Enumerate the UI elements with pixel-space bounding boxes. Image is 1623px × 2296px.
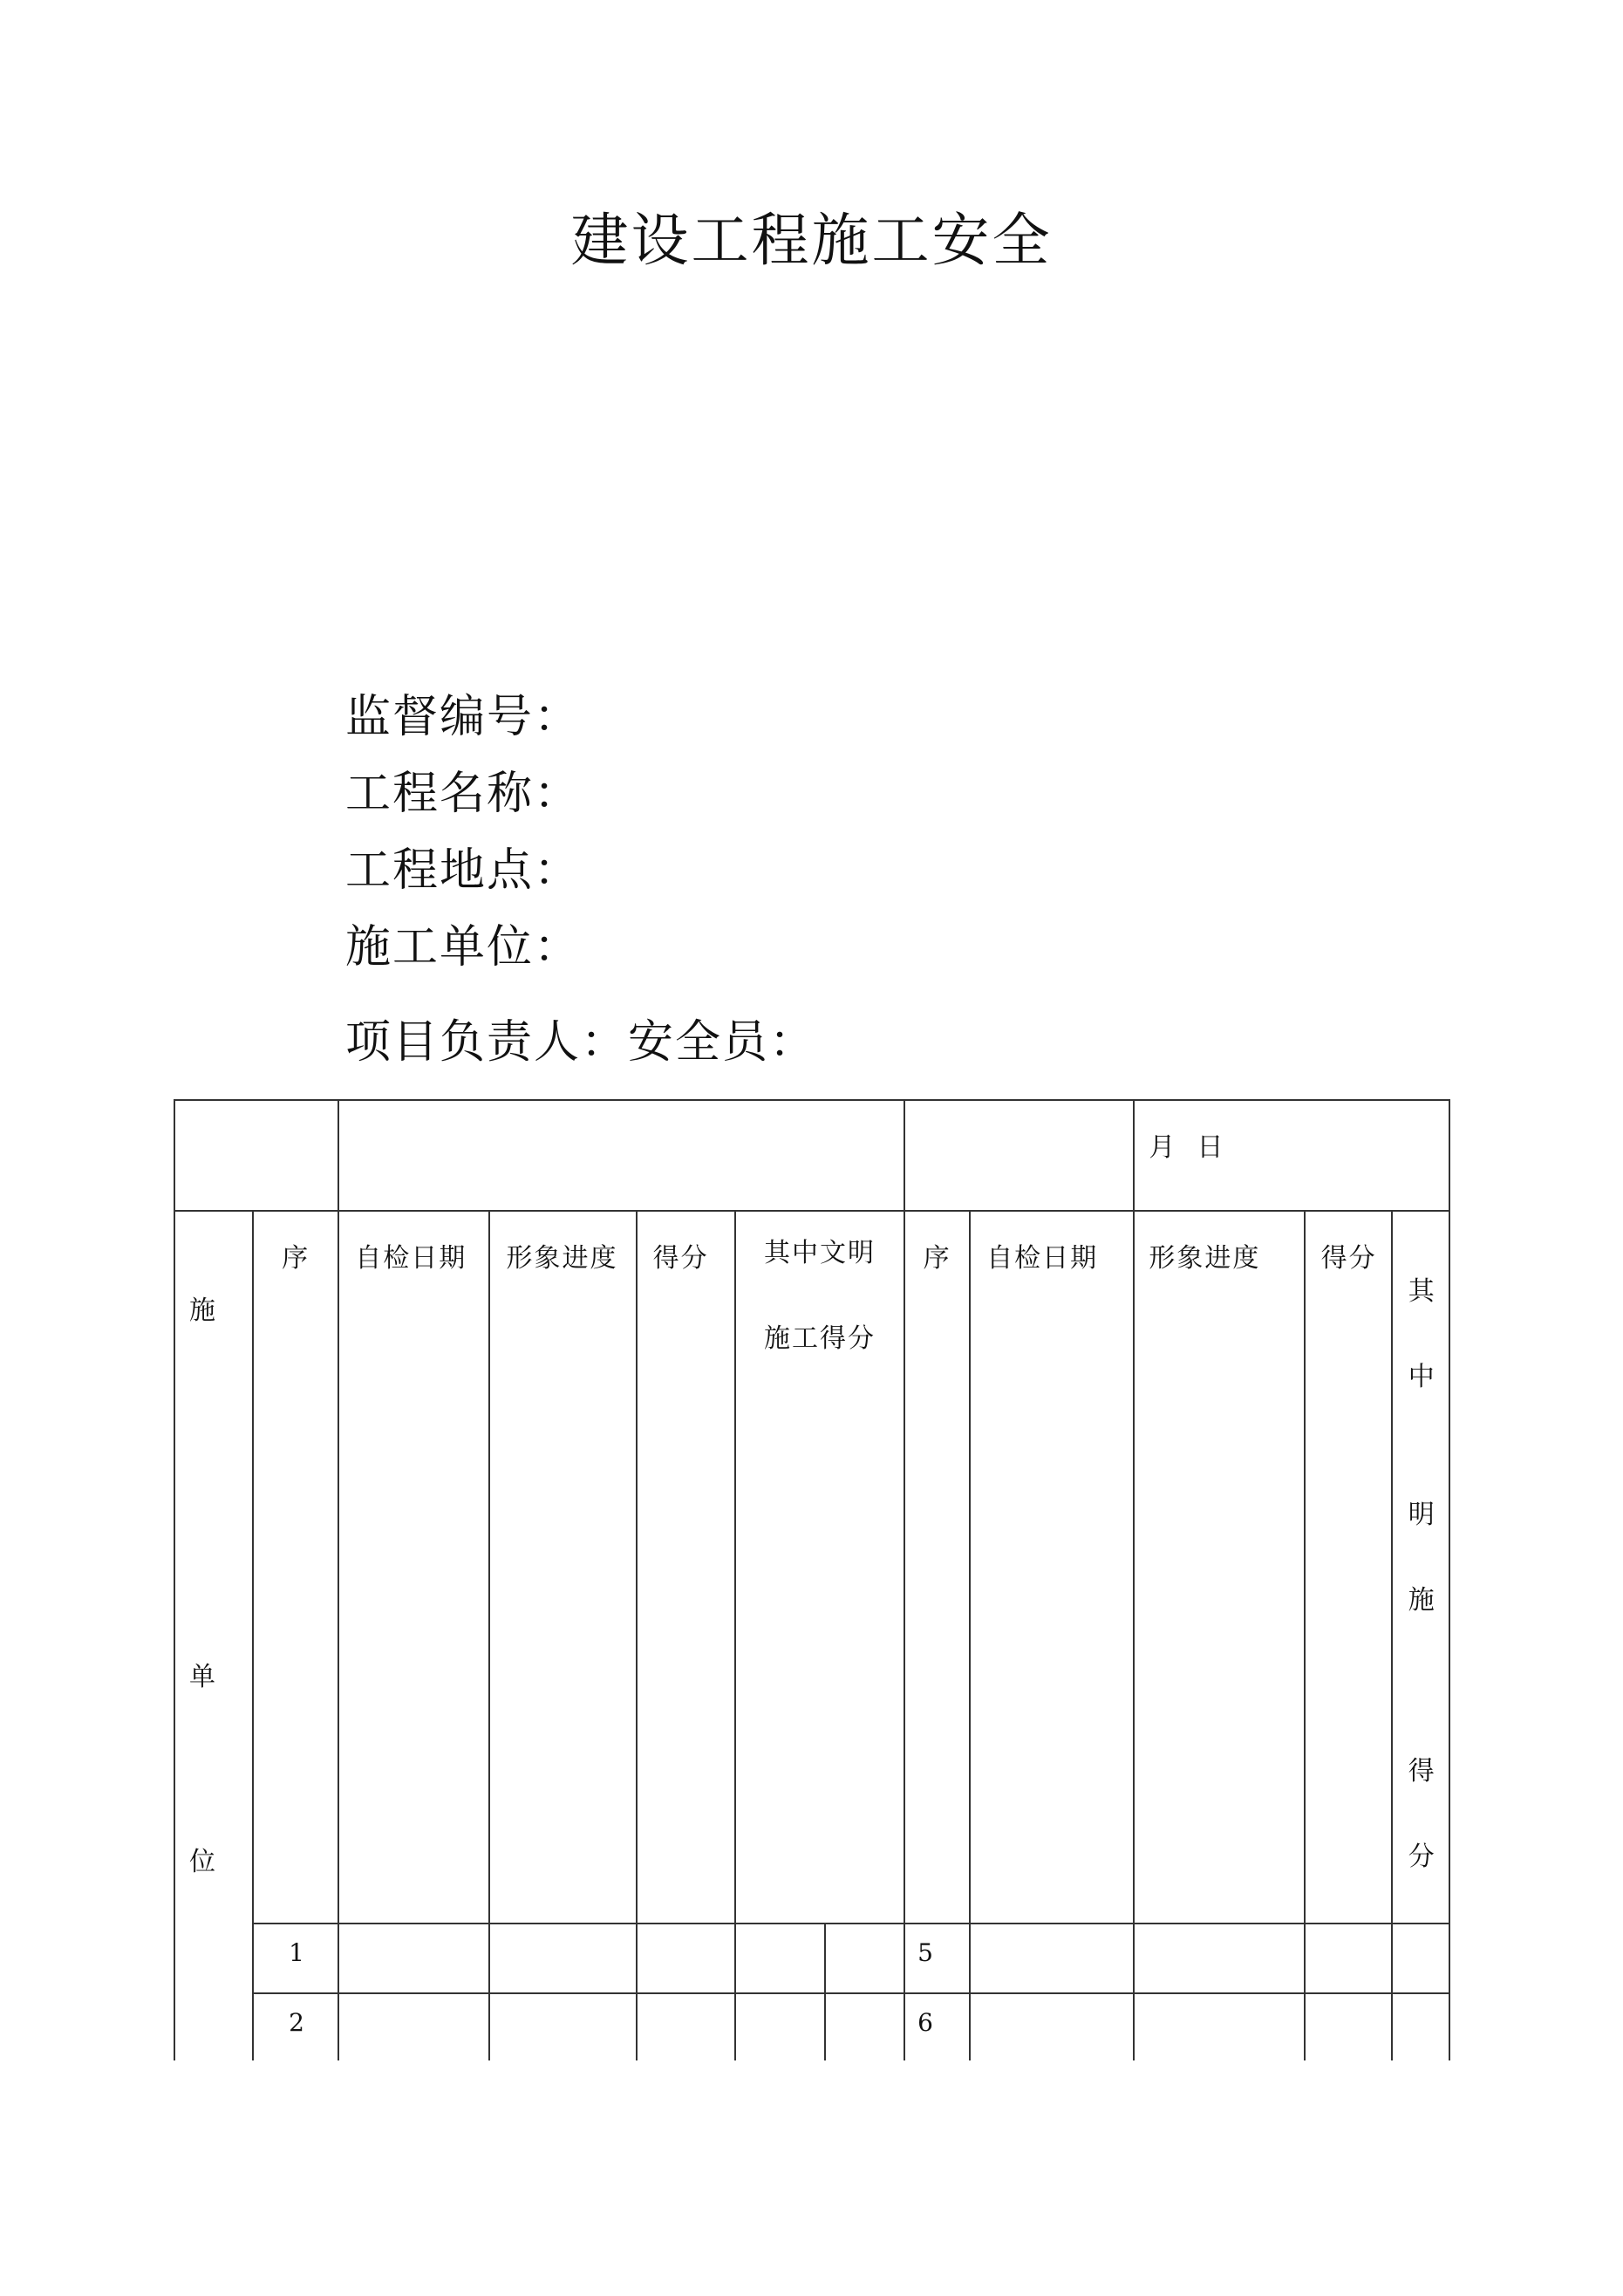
vertical-char: 得	[1408, 1756, 1436, 1787]
left-label-char-2: 单	[189, 1662, 217, 1692]
row-number-left: 2	[253, 1993, 338, 2133]
cell-date-left	[338, 1924, 489, 1993]
vertical-char: 施	[1408, 1585, 1436, 1616]
col-header-score-right: 得分	[1305, 1211, 1392, 1924]
document-title: 建设工程施工安全	[570, 207, 1053, 274]
col-header-date-left: 自检日期	[338, 1211, 489, 1924]
cell-civil-b	[825, 1924, 904, 1993]
cell-civil-right	[1392, 1924, 1449, 1993]
vertical-char: 明	[1408, 1500, 1436, 1530]
top-cell-blank-2	[338, 1100, 904, 1211]
cell-civil-a	[735, 1924, 825, 1993]
top-cell-blank-1	[174, 1100, 338, 1211]
table-row	[174, 1924, 1449, 1993]
col-header-progress-left: 形象进度	[489, 1211, 636, 1924]
date-label: 月 日	[1149, 1132, 1225, 1163]
cell-progress-right	[1134, 1924, 1304, 1993]
col-header-score-left: 得分	[637, 1211, 735, 1924]
col-header-seq-right: 序	[904, 1211, 970, 1924]
top-cell-blank-3	[904, 1100, 1134, 1211]
table-top-row	[174, 1100, 1449, 1211]
cell-date-right	[970, 1924, 1134, 1993]
vertical-char: 分	[1408, 1842, 1436, 1872]
col-header-civil-score: 其中文明 施工得分	[735, 1211, 904, 1924]
cell-score-left	[637, 1924, 735, 1993]
construction-unit-label: 施工单位：	[345, 921, 582, 974]
cell-score-right	[1305, 1924, 1392, 1993]
vertical-char: 其	[1408, 1276, 1436, 1307]
project-manager-safety-officer-label: 项目负责人：安全员：	[345, 1016, 817, 1069]
col-header-date-right: 自检日期	[970, 1211, 1134, 1924]
vertical-char: 中	[1408, 1362, 1436, 1392]
table-header-row	[174, 1211, 1449, 1924]
col-header-civil-score-right	[1392, 1211, 1449, 1924]
row-number-left: 1	[253, 1924, 338, 1993]
row-number-right: 6	[904, 1993, 970, 2133]
project-name-label: 工程名称：	[345, 768, 582, 820]
supervision-number-label: 监督编号：	[345, 691, 582, 743]
row-number-right: 5	[904, 1924, 970, 1993]
left-label-char-1: 施	[189, 1295, 217, 1326]
self-inspection-table	[174, 1099, 1450, 2134]
top-cell-date	[1134, 1100, 1449, 1211]
col-header-progress-right: 形象进度	[1134, 1211, 1304, 1924]
project-location-label: 工程地点：	[345, 844, 582, 897]
page-bottom-margin	[0, 2060, 1623, 2296]
col-header-seq-left: 序	[253, 1211, 338, 1924]
cell-progress-left	[489, 1924, 636, 1993]
left-label-char-3: 位	[189, 1847, 217, 1877]
left-unit-label-cell	[174, 1211, 253, 2133]
